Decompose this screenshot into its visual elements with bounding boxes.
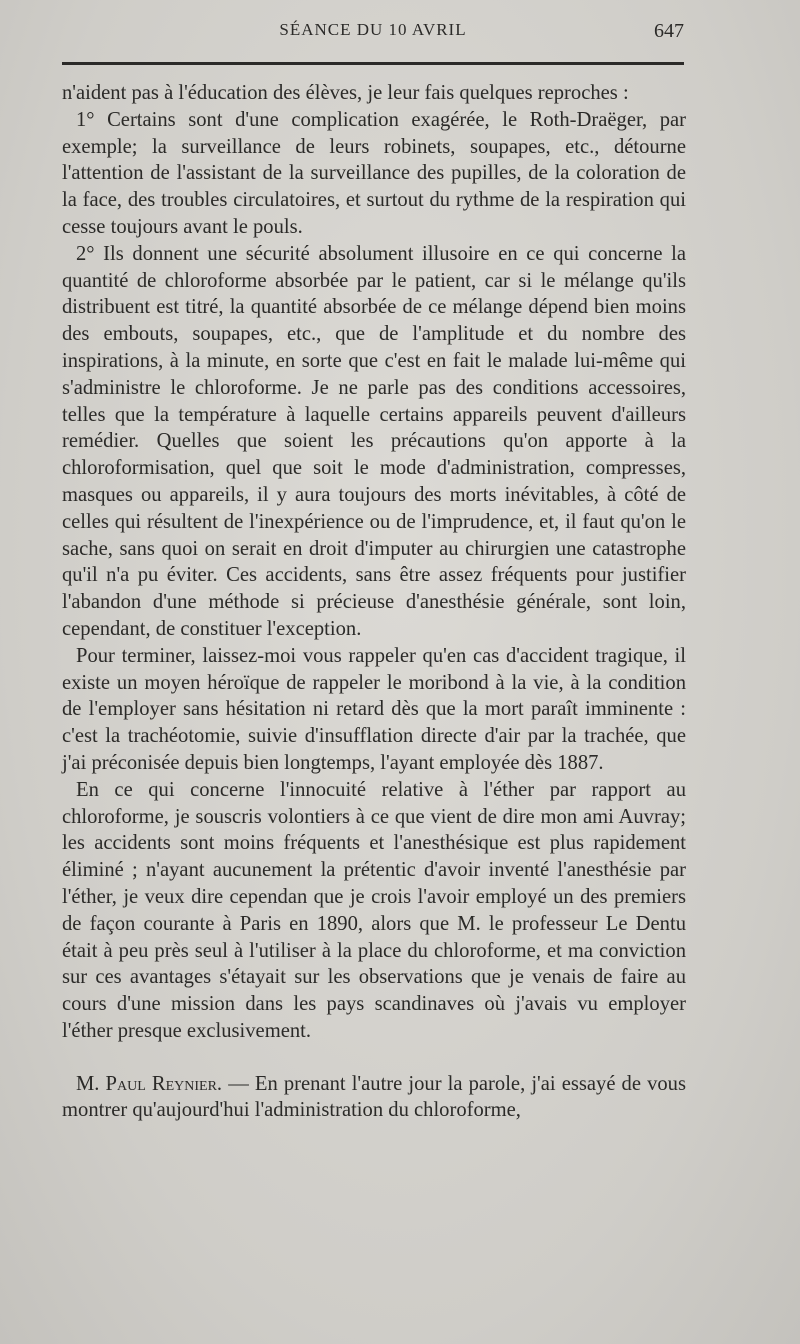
page-number: 647 [654, 20, 684, 42]
speaker-text: — En prenant l'autre jour la parole, j'ai essayé de vous montrer qu'aujourd'hui l'administration du chloroforme, [62, 1072, 686, 1122]
page-title: SÉANCE DU 10 AVRIL [279, 20, 467, 39]
paragraph-gap [62, 1045, 686, 1071]
header-rule [62, 62, 684, 65]
paragraph-speaker [62, 1071, 686, 1125]
paragraph-tracheotomy: Pour terminer, laissez-moi vous rappeler qu'en cas d'accident tragique, il existe un moyen héroïque de rappeler le moribond à la vie, à la condition de l'employer sans hésitation ni retard dès que la mort paraît imminente : c'est la trachéotomie, suivie d'insufflation directe d'air par la trachée, que j'ai préconisée depuis bien longtemps, l'ayant employée dès 1887. [62, 644, 686, 774]
body-text [62, 80, 686, 1124]
speaker-name: M. Paul Reynier. [76, 1072, 223, 1095]
running-head [62, 18, 684, 48]
paragraph-ether: En ce qui concerne l'innocuité relative à l'éther par rapport au chloroforme, je souscris volontiers à ce que vient de dire mon ami Auvray; les accidents sont moins fréquents et l'anesthésique est plus rapidement éliminé ; n'ayant aucunement la prétentic d'avoir inventé l'anesthésie par l'éther, je veux dire cependan que je crois l'avoir employé un des premiers de façon courante à Paris en 1890, alors que M. le professeur Le Dentu était à peu près seul à l'utiliser à la place du chloroforme, et ma conviction sur ces avantages s'étayait sur les observations que je venais de faire au cours d'une mission dans les pays scandinaves où j'avais vu employer l'éther presque exclusivement. [62, 778, 686, 1042]
paragraph-continuation: n'aident pas à l'éducation des élèves, je leur fais quelques reproches : [62, 82, 629, 104]
paragraph-point-2: 2° Ils donnent une sécurité absolument illusoire en ce qui concerne la quantité de chloroforme absorbée par le patient, car si le mélange qu'ils distribuent est titré, la quantité absorbée de ce mélange dépend bien moins des embouts, soupapes, etc., que de l'amplitude et du nombre des inspirations, à la minute, en sorte que c'est en fait le malade lui-même qui s'administre le chloroforme. Je ne parle pas des conditions accessoires, telles que la température à laquelle certains appareils peuvent d'ailleurs remédier. Quelles que soient les précautions qu'on apporte à la chloroformisation, quel que soit le mode d'administration, compresses, masques ou appareils, il y aura toujours des morts inévitables, à côté de celles qui résultent de l'inexpérience ou de l'imprudence, et, il faut qu'on le sache, sans quoi on serait en droit d'imputer au chirurgien une catastrophe qu'il n'a pu éviter. Ces accidents, sans être assez fréquents pour justifier l'abandon d'une méthode si précieuse d'anesthésie générale, sont loin, cependant, de constituer l'exception. [62, 242, 686, 640]
paragraph-point-1: 1° Certains sont d'une complication exagérée, le Roth-Draëger, par exemple; la surveillance de leurs robinets, soupapes, etc., détourne l'attention de l'assistant de la surveillance des pupilles, de la coloration de la face, des troubles circulatoires, et surtout du rythme de la respiration qui cesse toujours avant le pouls. [62, 108, 686, 238]
